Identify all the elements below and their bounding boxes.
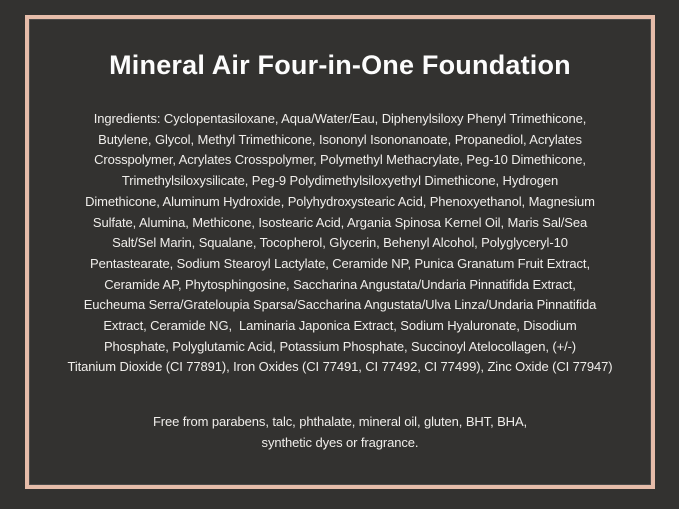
ingredients-line: Ceramide AP, Phytosphingosine, Saccharina Angustata/Undaria Pinnatifida Extract, [104, 276, 576, 292]
free-from-line: synthetic dyes or fragrance. [261, 435, 419, 451]
ingredients-line: Pentastearate, Sodium Stearoyl Lactylate, Ceramide NP, Punica Granatum Fruit Extract, [90, 255, 590, 271]
ingredients-line: Dimethicone, Aluminum Hydroxide, Polyhydroxystearic Acid, Phenoxyethanol, Magnesium [85, 193, 595, 209]
page-title: Mineral Air Four-in-One Foundation [109, 50, 571, 80]
ingredients-line: Ingredients: Cyclopentasiloxane, Aqua/Water/Eau, Diphenylsiloxy Phenyl Trimethicone, [93, 111, 587, 126]
ingredients-line: Trimethylsiloxysilicate, Peg-9 Polydimethylsiloxyethyl Dimethicone, Hydrogen [121, 173, 559, 189]
ingredients-line: Eucheuma Serra/Grateloupia Sparsa/Saccharina Angustata/Ulva Linza/Undaria Pinnatifida [83, 297, 597, 313]
ingredients-line: Sulfate, Alumina, Methicone, Isostearic Acid, Argania Spinosa Kernel Oil, Maris Sal/Sea [92, 214, 588, 230]
ingredients-line: Salt/Sel Marin, Squalane, Tocopherol, Glycerin, Behenyl Alcohol, Polyglyceryl-10 [112, 235, 568, 251]
free-from-note [29, 411, 651, 453]
border-frame [25, 15, 655, 489]
ingredients-line: Butylene, Glycol, Methyl Trimethicone, Isononyl Isononanoate, Propanediol, Acrylates [98, 131, 582, 147]
ingredients-paragraph [29, 109, 651, 378]
ingredients-line: Titanium Dioxide (CI 77891), Iron Oxides (CI 77491, CI 77492, CI 77499), Zinc Oxide (CI 77947) [67, 359, 613, 375]
ingredients-line: Crosspolymer, Acrylates Crosspolymer, Polymethyl Methacrylate, Peg-10 Dimethicone, [94, 152, 586, 168]
label-content [29, 19, 651, 485]
ingredients-line: Phosphate, Polyglutamic Acid, Potassium Phosphate, Succinoyl Atelocollagen, (+/-) [103, 338, 577, 354]
free-from-line: Free from parabens, talc, phthalate, mineral oil, gluten, BHT, BHA, [152, 414, 528, 430]
ingredients-line: Extract, Ceramide NG, Laminaria Japonica Extract, Sodium Hyaluronate, Disodium [103, 318, 577, 334]
